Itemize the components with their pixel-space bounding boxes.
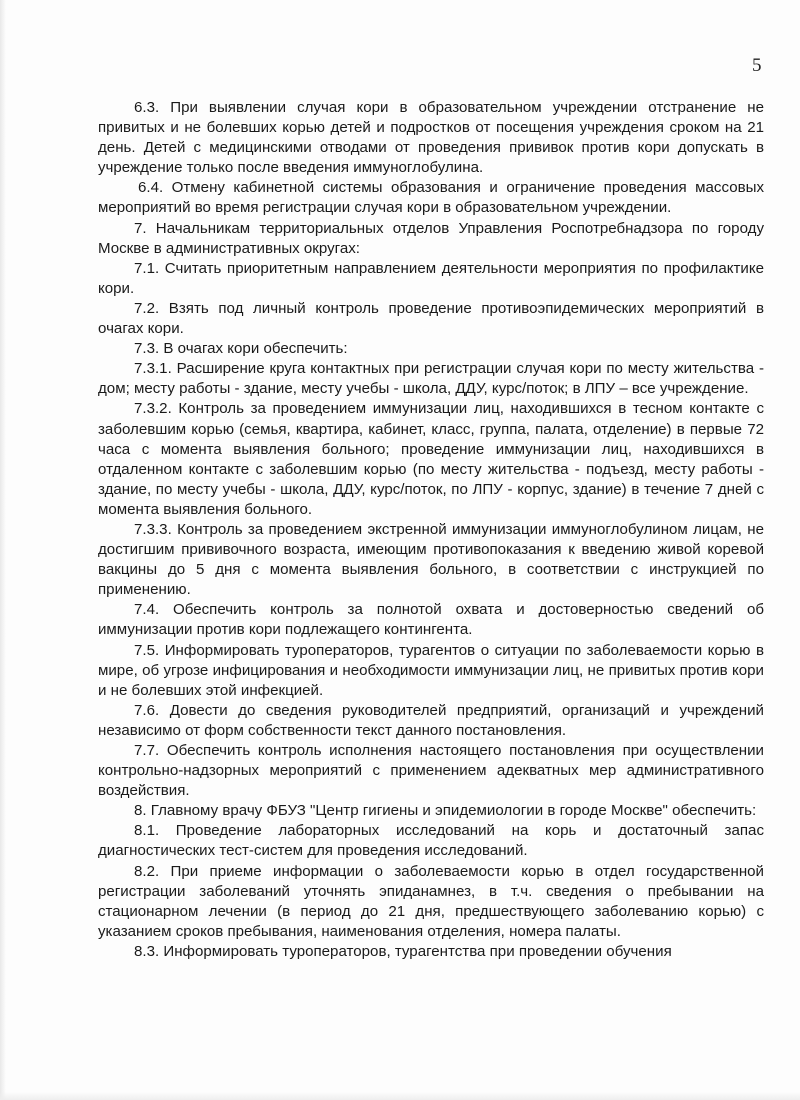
paragraph-6-3: 6.3. При выявлении случая кори в образовательном учреждении отстранение не привитых и не болевших корью детей и подростков от посещения учреждения сроком на 21 день. Детей с медицинскими отводами от проведения прививок против кори допускать в учреждение только после введения иммуноглобулина.: [98, 99, 764, 177]
scan-edge-left: [0, 0, 6, 1100]
paragraph-8-2: 8.2. При приеме информации о заболеваемости корью в отдел государственной регистрации заболеваний уточнять эпиданамнез, в т.ч. сведения о пребывании на стационарном лечении (в период до 21 дня, предшествующего заболеванию корью) с указанием сроков пребывания, наименования отделения, номера палаты.: [98, 862, 764, 940]
paragraph-7-2: 7.2. Взять под личный контроль проведение противоэпидемических мероприятий в очагах кори.: [98, 299, 764, 338]
paragraph-6-4: 6.4. Отмену кабинетной системы образования и ограничение проведения массовых мероприятий во время регистрации случая кори в образовательном учреждении.: [98, 179, 764, 217]
page-number: 5: [752, 55, 762, 76]
paragraph-7-4: 7.4. Обеспечить контроль за полнотой охвата и достоверностью сведений об иммунизации против кори подлежащего контингента.: [98, 601, 764, 639]
paragraph-7-3: 7.3. В очагах кори обеспечить:: [134, 340, 348, 358]
paragraph-7-5: 7.5. Информировать туроператоров, турагентов о ситуации по заболеваемости корью в мире, об угрозе инфицирования и необходимости иммунизации лиц, не привитых против кори и не болевших этой инфекцией.: [98, 641, 764, 699]
paragraph-7-7: 7.7. Обеспечить контроль исполнения настоящего постановления при осуществлении контрольно-надзорных мероприятий с применением адекватных мер административного воздействия.: [98, 742, 764, 800]
paragraph-7: 7. Начальникам территориальных отделов Управления Роспотребнадзора по городу Москве в административных округах:: [98, 219, 764, 257]
paragraph-7-6: 7.6. Довести до сведения руководителей предприятий, организаций и учреждений независимо от форм собственности текст данного постановления.: [98, 701, 764, 739]
paragraph-8-1: 8.1. Проведение лабораторных исследований на корь и достаточный запас диагностических тест-систем для проведения исследований.: [98, 822, 764, 860]
paragraph-7-1: 7.1. Считать приоритетным направлением деятельности мероприятия по профилактике кори.: [98, 259, 764, 297]
paragraph-7-3-1: 7.3.1. Расширение круга контактных при регистрации случая кори по месту жительства - дом; месту работы - здание, месту учебы - школа, ДДУ, курс/поток; в ЛПУ – все учреждение.: [98, 360, 764, 398]
paragraph-8-3: 8.3. Информировать туроператоров, турагентства при проведении обучения: [134, 942, 672, 960]
paragraph-7-3-2: 7.3.2. Контроль за проведением иммунизации лиц, находившихся в тесном контакте с заболевшим корью (семья, квартира, кабинет, класс, группа, палата, отделение) в первые 72 часа с момента выявления больного; проведение иммунизации лиц, находившихся в отдаленном контакте с заболевшим корью (по месту жительства - подъезд, месту работы - здание, по месту учебы - школа, ДДУ, курс/поток, по ЛПУ - корпус, здание) в течение 7 дней с момента выявления больного.: [98, 400, 764, 518]
document-body: [98, 98, 764, 962]
paragraph-8: 8. Главному врачу ФБУЗ "Центр гигиены и эпидемиологии в городе Москве" обеспечить:: [134, 802, 757, 820]
scan-edge-bottom: [0, 1092, 800, 1100]
paragraph-7-3-3: 7.3.3. Контроль за проведением экстренной иммунизации иммуноглобулином лицам, не достигшим прививочного возраста, имеющим противопоказания к введению живой коревой вакцины до 5 дня с момента выявления больного, в соответствии с инструкцией по применению.: [98, 520, 764, 599]
